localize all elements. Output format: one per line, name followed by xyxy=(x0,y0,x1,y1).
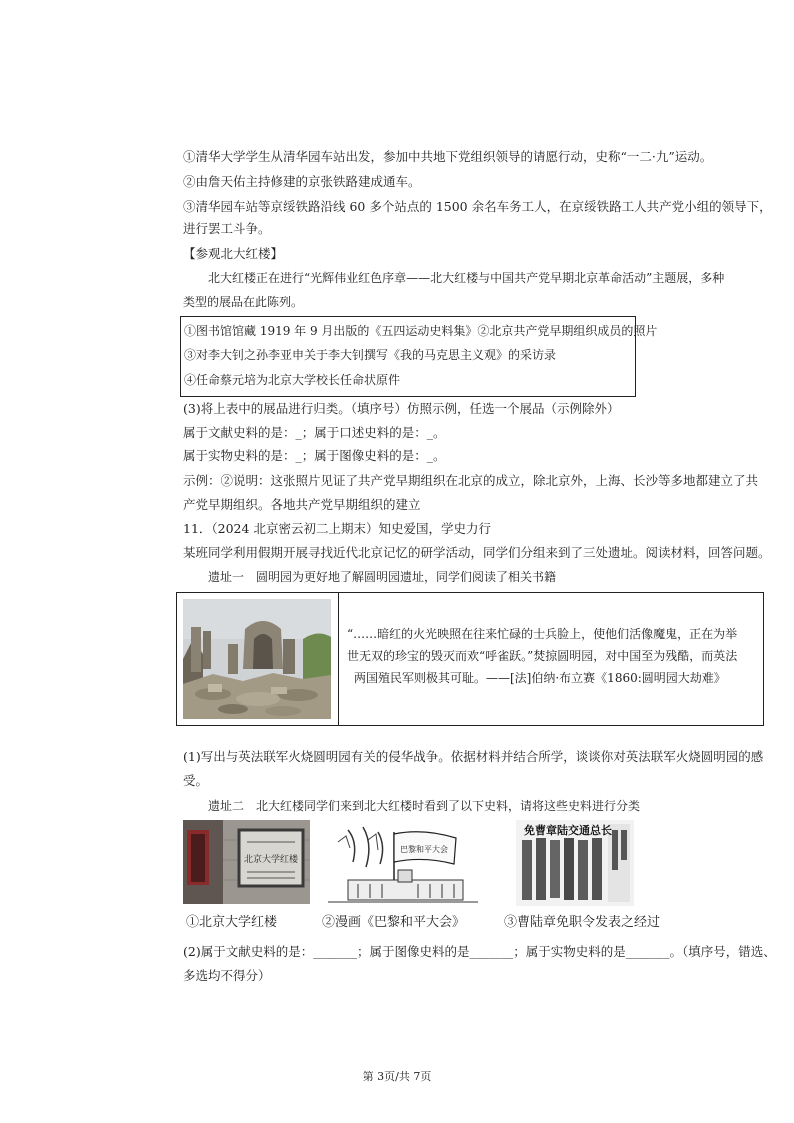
exhibit-row-3: ④任命蔡元培为北京大学校长任命状原件 xyxy=(184,373,401,387)
red-building-photo xyxy=(183,820,310,904)
dismissal-newspaper-image xyxy=(516,820,634,906)
q3-stem: (3)将上表中的展品进行归类。（填序号）仿照示例，任选一个展品（示例除外） xyxy=(183,401,620,416)
caption-1: ①北京大学红楼 xyxy=(186,915,278,930)
exhibit-list-box xyxy=(180,316,658,397)
newspaper-text: 免曹章陆交通总长 xyxy=(524,824,612,837)
quote-line-1: “……暗红的火光映照在往来忙碌的士兵脸上，使他们活像魔鬼，正在为举 xyxy=(347,627,738,641)
q3-example-2: 产党早期组织。各地共产党早期组织的建立 xyxy=(183,497,421,512)
item-2: ②由詹天佑主持修建的京张铁路建成通车。 xyxy=(183,174,421,189)
yuanmingyuan-ruins-photo xyxy=(183,599,331,719)
material-table xyxy=(176,592,764,726)
exhibit-row-1: ①图书馆馆藏 1919 年 9 月出版的《五四运动史料集》②北京共产党早期组织成员的照片 xyxy=(184,324,658,338)
site-1-title: 遗址一 圆明园为更好地了解圆明园遗址，同学们阅读了相关书籍 xyxy=(208,570,557,584)
q11-intro: 某班同学利用假期开展寻找近代北京记忆的研学活动，同学们分组来到了三处遗址。阅读材料，回答问题。 xyxy=(183,545,771,560)
paris-peace-conference-cartoon xyxy=(318,822,490,906)
q1-line2: 受。 xyxy=(183,773,209,788)
q11-heading: 11．（2024 北京密云初二上期末）知史爱国，学史力行 xyxy=(183,521,491,536)
q3-answer-2: 属于实物史料的是：_；属于图像史料的是：_。 xyxy=(183,448,446,463)
exhibit-row-2: ③对李大钊之孙李亚申关于李大钊撰写《我的马克思主义观》的采访录 xyxy=(184,348,557,362)
page-footer: 第 3页/共 7页 xyxy=(362,1070,432,1083)
site-2-title: 遗址二 北大红楼同学们来到北大红楼时看到了以下史料，请将这些史料进行分类 xyxy=(208,799,641,813)
q1-line1: (1)写出与英法联军火烧圆明园有关的侵华战争。依据材料并结合所学，谈谈你对英法联军火烧圆明园的感 xyxy=(183,749,764,764)
q3-example-1: 示例：②说明：这张照片见证了共产党早期组织在北京的成立，除北京外，上海、长沙等多地都建立了共 xyxy=(183,473,759,488)
item-1: ①清华大学学生从清华园车站出发，参加中共地下党组织领导的请愿行动，史称“一二·九”运动。 xyxy=(183,149,713,164)
caption-2: ②漫画《巴黎和平大会》 xyxy=(322,915,466,930)
quote-cell xyxy=(347,623,757,689)
caption-3: ③曹陆章免职令发表之经过 xyxy=(504,915,661,930)
quote-line-2: 世无双的珍宝的毁灭而欢“呼雀跃。”焚掠圆明园，对中国至为残酷，而英法 xyxy=(347,649,738,663)
q2-line2: 多选均不得分） xyxy=(183,968,271,983)
flag-text: 巴黎和平大会 xyxy=(400,845,448,854)
quote-line-3: 两国殖民军则极其可耻。——[法]伯纳·布立赛《1860:圆明园大劫难》 xyxy=(354,671,726,685)
section-heading: 【参观北大红楼】 xyxy=(183,246,284,261)
item-3-line1: ③清华园车站等京绥铁路沿线 60 多个站点的 1500 余名车务工人，在京绥铁路工人共产党小组的领导下， xyxy=(183,199,772,214)
intro-line1: 北大红楼正在进行“光辉伟业红色序章——北大红楼与中国共产党早期北京革命活动”主题展，多种 xyxy=(208,271,725,285)
q3-answer-1: 属于文献史料的是：_；属于口述史料的是：_。 xyxy=(183,425,446,440)
table-divider xyxy=(338,593,339,725)
plaque-text: 北京大学红楼 xyxy=(243,855,299,865)
q2-line1: (2)属于文献史料的是：_______；属于图像史料的是_______；属于实物史料的是_______。（填序号，错选、 xyxy=(183,944,776,959)
item-3-line2: 进行罢工斗争。 xyxy=(183,221,271,236)
intro-line2: 类型的展品在此陈列。 xyxy=(183,295,304,309)
